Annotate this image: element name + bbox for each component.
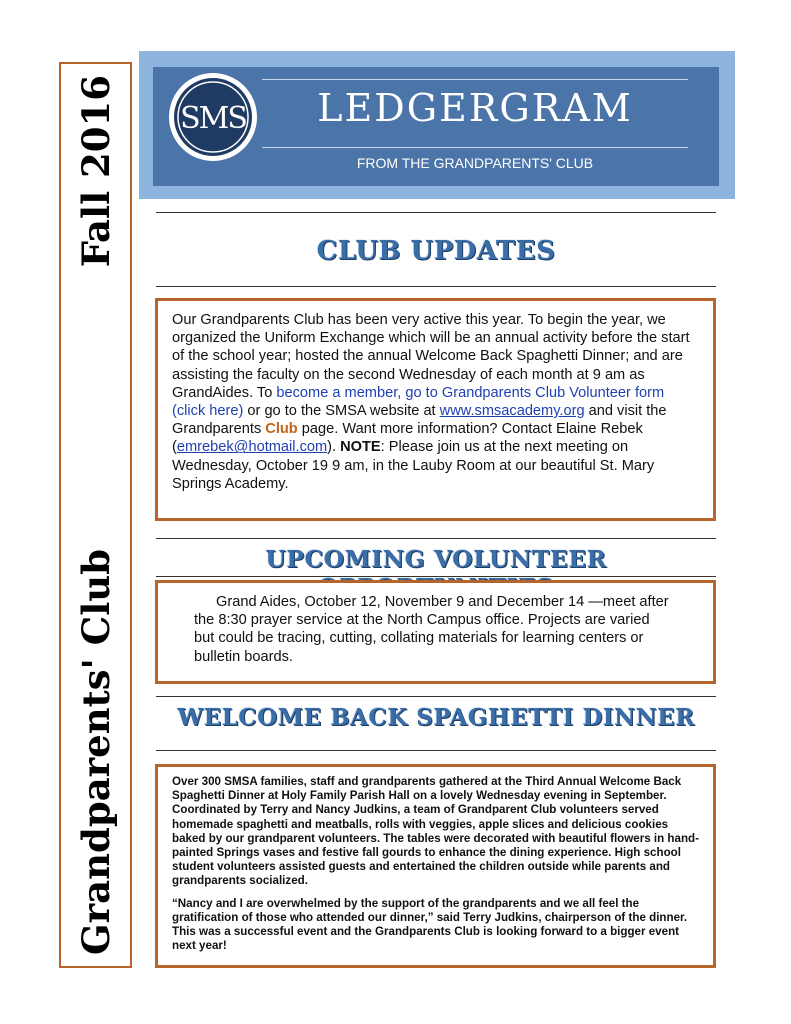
section-rule [156, 538, 716, 539]
section-rule [156, 750, 716, 751]
dinner-box [155, 764, 716, 968]
section-rule [156, 576, 716, 577]
sidebar-club-title: Grandparents' Club [73, 548, 118, 955]
masthead-rule-bottom [262, 147, 688, 148]
volunteer-box [155, 580, 716, 684]
newsletter-title: LEDGERGRAM [317, 86, 633, 130]
section-rule [156, 696, 716, 697]
sidebar-vertical-text [74, 75, 118, 955]
sidebar-frame [59, 62, 132, 968]
newsletter-subtitle: FROM THE GRANDPARENTS' CLUB [356, 155, 594, 171]
volunteer-heading: UPCOMING VOLUNTEER [265, 545, 607, 573]
club-updates-box [155, 298, 716, 521]
sms-logo [168, 72, 258, 162]
volunteer-form-link[interactable]: Grandparents Club Volunteer form (click here) [172, 384, 665, 420]
section-rule [156, 286, 716, 287]
dinner-heading: WELCOME BACK SPAGHETTI DINNER [177, 704, 695, 731]
logo-text: SMS [180, 101, 246, 136]
sidebar-season: Fall 2016 [73, 75, 118, 268]
dinner-paragraph-1: Over 300 SMSA families, staff and grandparents gathered at the Third Annual Welcome Back Spaghetti Dinner at Holy Family Parish Hall on a lovely Wednesday evening in September. Coordinated by Terry and Nancy Judkins, a team of Grandparent Club volunteers served homemade spaghetti and meatballs, rolls with veggies, apple slices and delicious cookies baked by our grandparent volunteers. The tables were decorated with beautiful flowers in hand-painted Springs vases and festive fall gourds to enhance the dining experience. High school student volunteers assisted guests and entertained the children outside while parents and grandparents socialized. [172, 775, 699, 888]
website-link[interactable]: www.smsacademy.org [439, 403, 585, 420]
masthead-rule-top [262, 79, 688, 80]
club-updates-heading: CLUB UPDATES [316, 236, 556, 266]
dinner-paragraph-2: “Nancy and I are overwhelmed by the support of the grandparents and we all feel the gratification of those who attended our dinner,” said Terry Judkins, chairperson of the dinner. This was a successful event and the Grandparents Club is looking forward to a bigger event next year! [172, 896, 688, 953]
club-updates-text: Our Grandparents Club has been very active this year. To begin the year, we organized the Uniform Exchange which will be an annual activity before the start of the school year; hosted the annual Welcome Back Spaghetti Dinner; and are assisting the faculty on the second Wednesday of each month at 9 am as GrandAides. To become a member, go to Grandparents Club Volunteer form (click here) or go to the SMSA website at www.smsacademy.org and visit the Grandparents Club page. Want more information? Contact Elaine Rebek (emrebek@hotmail.com). NOTE: Please join us at the next meeting on Wednesday, October 19 9 am, in the Lauby Room at our beautiful St. Mary Springs Academy. [172, 312, 690, 492]
section-rule [156, 212, 716, 213]
volunteer-text: Grand Aides, October 12, November 9 and December 14 —meet after the 8:30 prayer service at the North Campus office. Projects are varied but could be tracing, cutting, collating materials for learning centers or bulletin boards. [194, 594, 669, 665]
email-link[interactable]: emrebek@hotmail.com [176, 439, 328, 456]
